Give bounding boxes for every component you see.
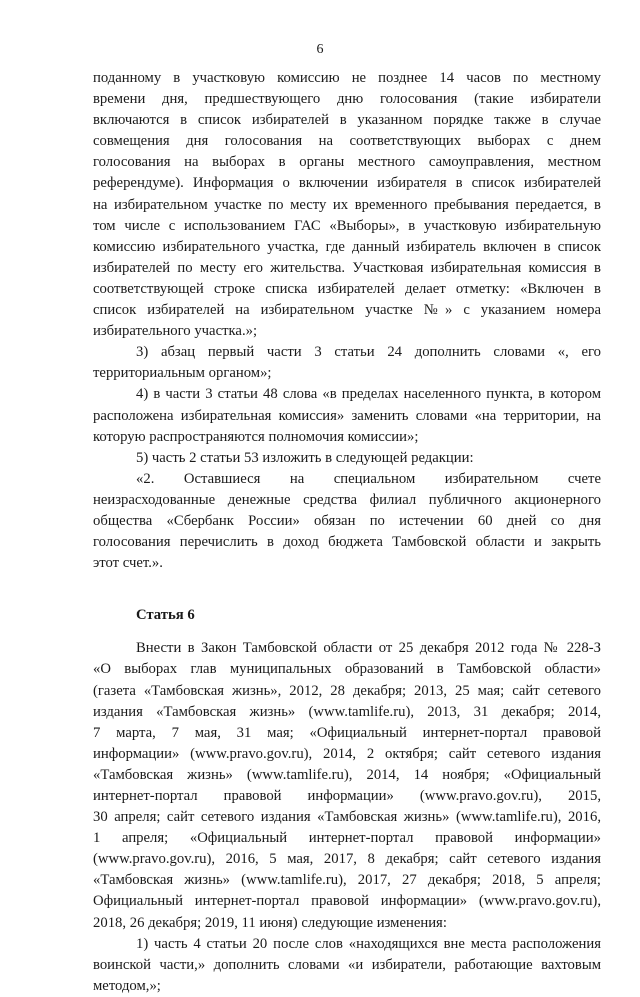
heading-gap: [93, 626, 601, 638]
page-number: 6: [316, 42, 324, 57]
text-line: Внести в Закон Тамбовской области от 25 декабря 2012 года № 228-З: [136, 640, 601, 657]
text-line: интернет-портал правовой информации» (www.pravo.gov.ru), 2015,: [93, 788, 601, 804]
text-line: «Тамбовская жизнь» (www.tamlife.ru), 2017, 27 декабря; 2018, 5 апреля;: [93, 872, 601, 889]
text-line: информации» (www.pravo.gov.ru), 2014, 2 октября; сайт сетевого издания: [93, 745, 601, 762]
text-line: совмещения дня голосования на соответствующих выборах с днем: [93, 133, 601, 150]
text-line: избирателей по месту его жительства. Участковая избирательная комиссия в: [93, 259, 601, 276]
text-line: том числе с использованием ГАС «Выборы», в участковую избирательную: [93, 217, 601, 234]
text-line: голосования на выборах в органы местного самоуправления, местном: [93, 154, 601, 171]
text-line: 3) абзац первый части 3 статьи 24 дополнить словами «, его: [136, 344, 601, 361]
text-line: поданному в участковую комиссию не позднее 14 часов по местному: [93, 70, 601, 86]
section-gap: [93, 574, 601, 605]
text-line: «Тамбовская жизнь» (www.tamlife.ru), 2014, 14 ноября; «Официальный: [93, 766, 601, 783]
text-line: комиссию избирательного участка, где данный избиратель включен в список: [93, 238, 601, 255]
text-line: «2. Оставшиеся на специальном избирательном счете: [136, 470, 601, 487]
text-line: 5) часть 2 статьи 53 изложить в следующей редакции:: [136, 449, 474, 466]
text-line: 1) часть 4 статьи 20 после слов «находящихся вне места расположения: [136, 935, 601, 952]
text-line: соответствующей строке списка избирателей делает отметку: «Включен в: [93, 280, 601, 297]
text-line: этот счет.».: [93, 555, 163, 572]
article-6-body: [93, 638, 601, 997]
text-line: неизрасходованные денежные средства филиал публичного акционерного: [93, 491, 601, 508]
text-line: 2018, 26 декабря; 2019, 11 июня) следующие изменения:: [93, 914, 447, 931]
text-line: расположена избирательная комиссия» заменить словами «на территории, на: [93, 407, 601, 424]
text-line: референдуме). Информация о включении избирателя в список избирателей: [93, 175, 601, 192]
section-heading: Статья 6: [136, 607, 195, 624]
document-body: [93, 68, 601, 997]
text-line: (www.pravo.gov.ru), 2016, 5 мая, 2017, 8 декабря; сайт сетевого издания: [93, 851, 601, 868]
text-line: территориальным органом»;: [93, 365, 272, 382]
text-line: список избирателей на избирательном участке №» с указанием номера: [93, 302, 601, 319]
text-line: методом,»;: [93, 977, 161, 994]
text-line: 4) в части 3 статьи 48 слова «в пределах населенного пункта, в котором: [136, 386, 601, 403]
text-line: общества «Сбербанк России» обязан по истечении 60 дней со дня: [93, 512, 601, 529]
text-line: на избирательном участке по месту их временного пребывания передается, в: [93, 196, 601, 213]
text-line: издания «Тамбовская жизнь» (www.tamlife.ru), 2013, 31 декабря; 2014,: [93, 703, 601, 720]
text-line: (газета «Тамбовская жизнь», 2012, 28 декабря; 2013, 25 мая; сайт сетевого: [93, 682, 601, 699]
text-line: «О выборах глав муниципальных образований в Тамбовской области»: [93, 661, 601, 678]
text-line: голосования перечислить в доход бюджета Тамбовской области и закрыть: [93, 534, 601, 551]
text-line: 7 марта, 7 мая, 31 мая; «Официальный интернет-портал правовой: [93, 724, 601, 741]
text-line: 1 апреля; «Официальный интернет-портал правовой информации»: [93, 830, 601, 847]
text-line: включаются в список избирателей в указанном порядке также в случае: [93, 112, 601, 129]
text-line: Официальный интернет-портал правовой информации» (www.pravo.gov.ru),: [93, 893, 601, 910]
text-line: 30 апреля; сайт сетевого издания «Тамбовская жизнь» (www.tamlife.ru), 2016,: [93, 809, 601, 826]
text-line: времени дня, предшествующего дню голосования (такие избиратели: [93, 91, 601, 108]
text-line: воинской части,» дополнить словами «и избиратели, работающие вахтовым: [93, 956, 601, 973]
article-5-continuation: [93, 68, 601, 574]
text-line: которую распространяются полномочия комиссии»;: [93, 428, 419, 445]
text-line: избирательного участка.»;: [93, 323, 258, 340]
